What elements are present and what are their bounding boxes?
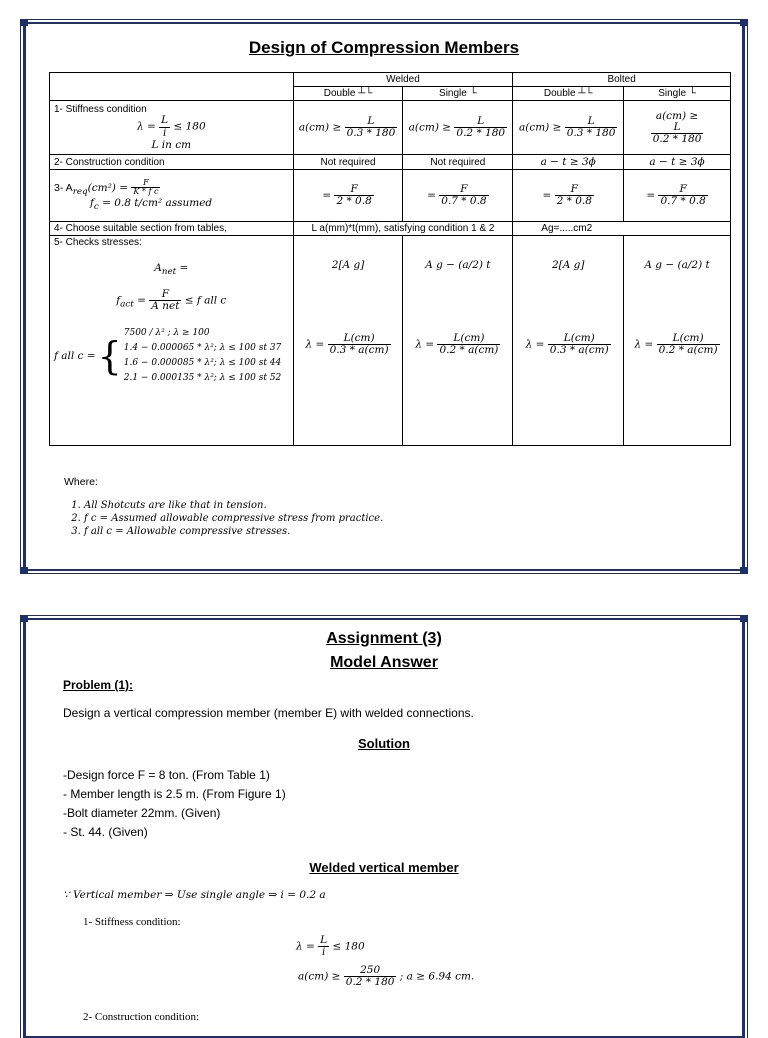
design-sheet xyxy=(23,22,745,571)
solution-heading: Solution xyxy=(358,736,410,751)
page-corner xyxy=(21,567,28,574)
sub-header: Double ┴└ xyxy=(293,87,403,101)
construction-cell: a − t ≥ 3ϕ xyxy=(513,155,624,170)
header-blank xyxy=(50,73,294,101)
fc-assumption: $f_c = 0.8$ t/cm² assumed xyxy=(90,196,213,213)
row-label-construction: 2- Construction condition xyxy=(50,155,294,170)
given-item: - St. 44. (Given) xyxy=(63,825,148,839)
construction-cell: Not required xyxy=(293,155,403,170)
where-notes xyxy=(64,476,383,539)
page-corner xyxy=(21,19,28,26)
bolted-section-cell: Ag=.....cm2 xyxy=(513,222,731,236)
page-corner xyxy=(740,615,747,622)
given-item: - Member length is 2.5 m. (From Figure 1) xyxy=(63,787,286,801)
sub-header: Single └ xyxy=(624,87,731,101)
design-table xyxy=(49,72,731,446)
fact-formula: $f_{act}$ = $\frac{F}{\text{A net}}$ ≤ f all c xyxy=(116,288,227,313)
row-label: 5- Checks stresses: xyxy=(54,237,142,248)
checks-cell: 2[A g] λ = $\frac{L(cm)}{0.3 * a(cm)}$ xyxy=(513,236,624,446)
area-cell: = $\frac{F}{2 * 0.8}$ xyxy=(513,170,624,222)
step-stiffness: 1- Stiffness condition: xyxy=(83,916,181,928)
page-corner xyxy=(740,567,747,574)
area-cell: = $\frac{F}{0.7 * 0.8}$ xyxy=(624,170,731,222)
construction-cell: Not required xyxy=(403,155,513,170)
area-cell: = $\frac{F}{2 * 0.8}$ xyxy=(293,170,403,222)
row-label: 1- Stiffness condition xyxy=(54,104,147,116)
where-item: 2. f c = Assumed allowable compressive stress from practice. xyxy=(84,513,383,524)
given-data xyxy=(63,766,286,842)
welded-section-cell: L a(mm)*t(mm), satisfying condition 1 & 2 xyxy=(293,222,513,236)
area-cell: = $\frac{F}{0.7 * 0.8}$ xyxy=(403,170,513,222)
anet-formula: $A_{net}$ = xyxy=(154,262,189,278)
page-corner xyxy=(21,615,28,622)
stiffness-result: a(cm) ≥ $\frac{250}{0.2 * 180}$ ; a ≥ 6.94 cm. xyxy=(298,964,475,989)
page-title: Design of Compression Members xyxy=(248,38,520,57)
stiffness-cell: a(cm) ≥ $\frac{L}{0.2 * 180}$ xyxy=(403,101,513,155)
where-item: 3. f all c = Allowable compressive stresses. xyxy=(84,526,383,537)
section-heading: Welded vertical member xyxy=(309,860,459,875)
step-construction: 2- Construction condition: xyxy=(83,1011,200,1023)
problem-statement: Design a vertical compression member (member E) with welded connections. xyxy=(63,706,474,720)
row-label-area xyxy=(50,170,294,222)
where-item: 1. All Shotcuts are like that in tension. xyxy=(84,500,383,511)
given-item: -Design force F = 8 ton. (From Table 1) xyxy=(63,768,270,782)
assignment-sheet xyxy=(23,618,745,1038)
vertical-member-note: ∵ Vertical member ⇒ Use single angle ⇒ i = 0.2 a xyxy=(63,889,326,901)
where-list xyxy=(64,500,383,537)
stiffness-cell: a(cm) ≥ $\frac{L}{0.3 * 180}$ xyxy=(293,101,403,155)
row-label-checks xyxy=(50,236,294,446)
sub-header: Double ┴└ xyxy=(513,87,624,101)
checks-cell: A g − (a/2) t λ = $\frac{L(cm)}{0.2 * a(cm)}$ xyxy=(624,236,731,446)
fallc-formula: f all c = { 7500 / λ² ; λ ≥ 100 1.4 − 0.000065 * λ²; λ ≤ 100 st 37 1.6 − 0.000085 * λ²; λ ≤ 100 st 44 2.1 − 0.000135 * λ²; λ ≤ 100 st 52 xyxy=(54,328,282,384)
model-answer-title: Model Answer xyxy=(330,654,438,671)
page-corner xyxy=(740,19,747,26)
assignment-title: Assignment (3) xyxy=(326,630,442,647)
row-label-stiffness xyxy=(50,101,294,155)
stiffness-formula: λ = $\frac{L}{i}$ ≤ 180 xyxy=(136,114,206,139)
stiffness-equation: λ = $\frac{L}{i}$ ≤ 180 xyxy=(296,934,365,959)
problem-heading: Problem (1): xyxy=(63,678,134,692)
construction-cell: a − t ≥ 3ϕ xyxy=(624,155,731,170)
checks-cell: 2[A g] λ = $\frac{L(cm)}{0.3 * a(cm)}$ xyxy=(293,236,403,446)
stiffness-note: L in cm xyxy=(151,138,192,151)
group-header-bolted: Bolted xyxy=(513,73,731,87)
given-item: -Bolt diameter 22mm. (Given) xyxy=(63,806,221,820)
checks-cell: A g − (a/2) t λ = $\frac{L(cm)}{0.2 * a(cm)}$ xyxy=(403,236,513,446)
stiffness-cell: a(cm) ≥ $\frac{L}{0.2 * 180}$ xyxy=(624,101,731,155)
stiffness-cell: a(cm) ≥ $\frac{L}{0.3 * 180}$ xyxy=(513,101,624,155)
row-label-section: 4- Choose suitable section from tables, xyxy=(50,222,294,236)
area-formula: 3- $A_{req}(cm^2)$ = $\frac{F}{\text{K * f c}}$ xyxy=(54,177,159,197)
group-header-welded: Welded xyxy=(293,73,513,87)
sub-header: Single └ xyxy=(403,87,513,101)
where-label: Where: xyxy=(64,476,98,488)
